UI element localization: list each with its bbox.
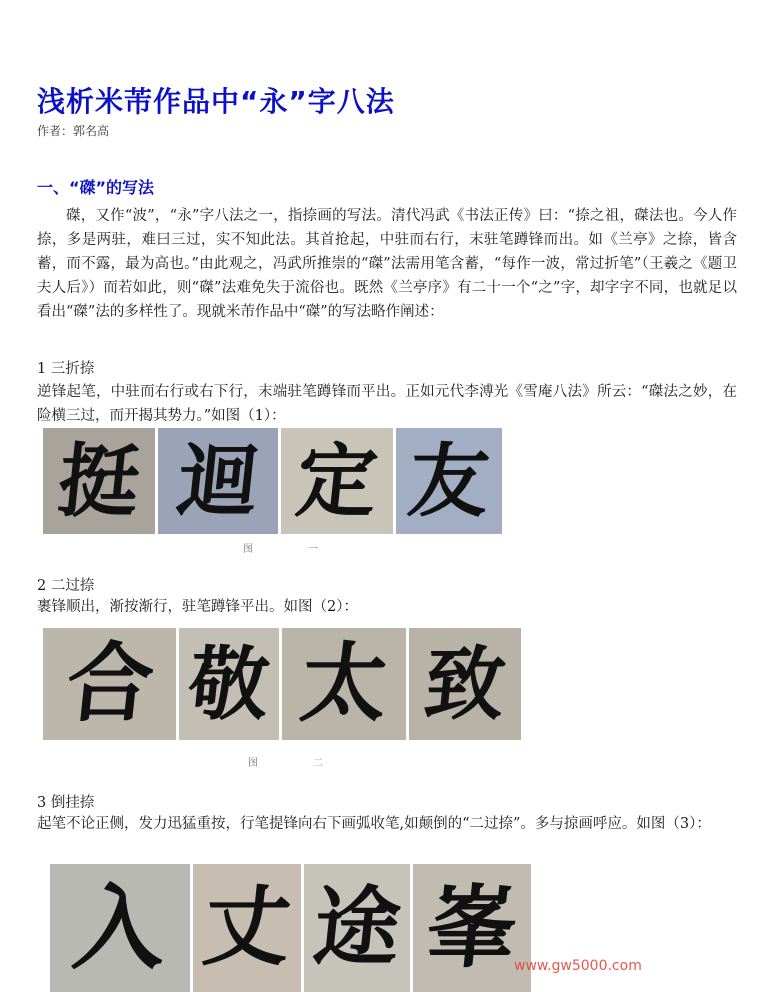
subheading-1: 1 三折捺 [37,361,95,377]
calligraphy-image: 太 [282,628,406,740]
subtext-2: 裹锋顺出，渐按渐行，驻笔蹲锋平出。如图（2）： [37,599,358,615]
subheading-3: 3 倒挂捺 [37,795,95,811]
intro-paragraph: 磔，又作“波”，“永”字八法之一，指捺画的写法。清代冯武《书法正传》曰：“捺之祖，磔法也。今人作捺，多是两驻，难曰三过，实不知此法。其首抢起，中驻而右行，末驻笔蹲锋而出。如《兰亭》之捺，皆含蓄，而不露，最为高也。”由此观之，冯武所推崇的“磔”法需用笔含蓄，“每作一波，常过折笔”（王羲之《题卫夫人后》）而若如此，则“磔”法难免失于流俗也。既然《兰亭序》有二十一个“之”字，却字字不同，也就足以看出“磔”法的多样性了。现就米芾作品中“磔”的写法略作阐述： [37,208,737,320]
figure-2-caption: 图 二 [248,758,350,769]
figure-2 [43,628,521,740]
calligraphy-image: 峯 [413,864,531,992]
calligraphy-image: 途 [304,864,410,992]
calligraphy-image: 致 [409,628,521,740]
calligraphy-image: 迴 [158,428,278,534]
subtext-1: 逆锋起笔，中驻而右行或右下行，末端驻笔蹲锋而平出。正如元代李溥光《雪庵八法》所云：“磔法之妙，在险横三过，而开揭其势力。”如图（1）： [37,384,737,424]
article-title: 浅析米芾作品中“永”字八法 [37,85,395,118]
calligraphy-image: 入 [50,864,190,992]
author-line: 作者：郭名高 [37,124,110,138]
subheading-2: 2 二过捺 [37,578,95,594]
calligraphy-image: 敬 [179,628,279,740]
calligraphy-image: 合 [43,628,176,740]
calligraphy-image: 丈 [193,864,301,992]
calligraphy-image: 挺 [43,428,155,534]
figure-1 [43,428,502,534]
section-heading: 一、“磔”的写法 [37,178,155,197]
calligraphy-image: 定 [281,428,393,534]
figure-3 [50,864,531,992]
watermark: www.gw5000.com [514,958,642,974]
subtext-3: 起笔不论正侧，发力迅猛重按，行笔提锋向右下画弧收笔,如颠倒的“二过捺”。多与掠画呼应。如图（3）： [37,816,711,832]
figure-1-caption: 图 一 [243,544,345,555]
calligraphy-image: 友 [396,428,502,534]
